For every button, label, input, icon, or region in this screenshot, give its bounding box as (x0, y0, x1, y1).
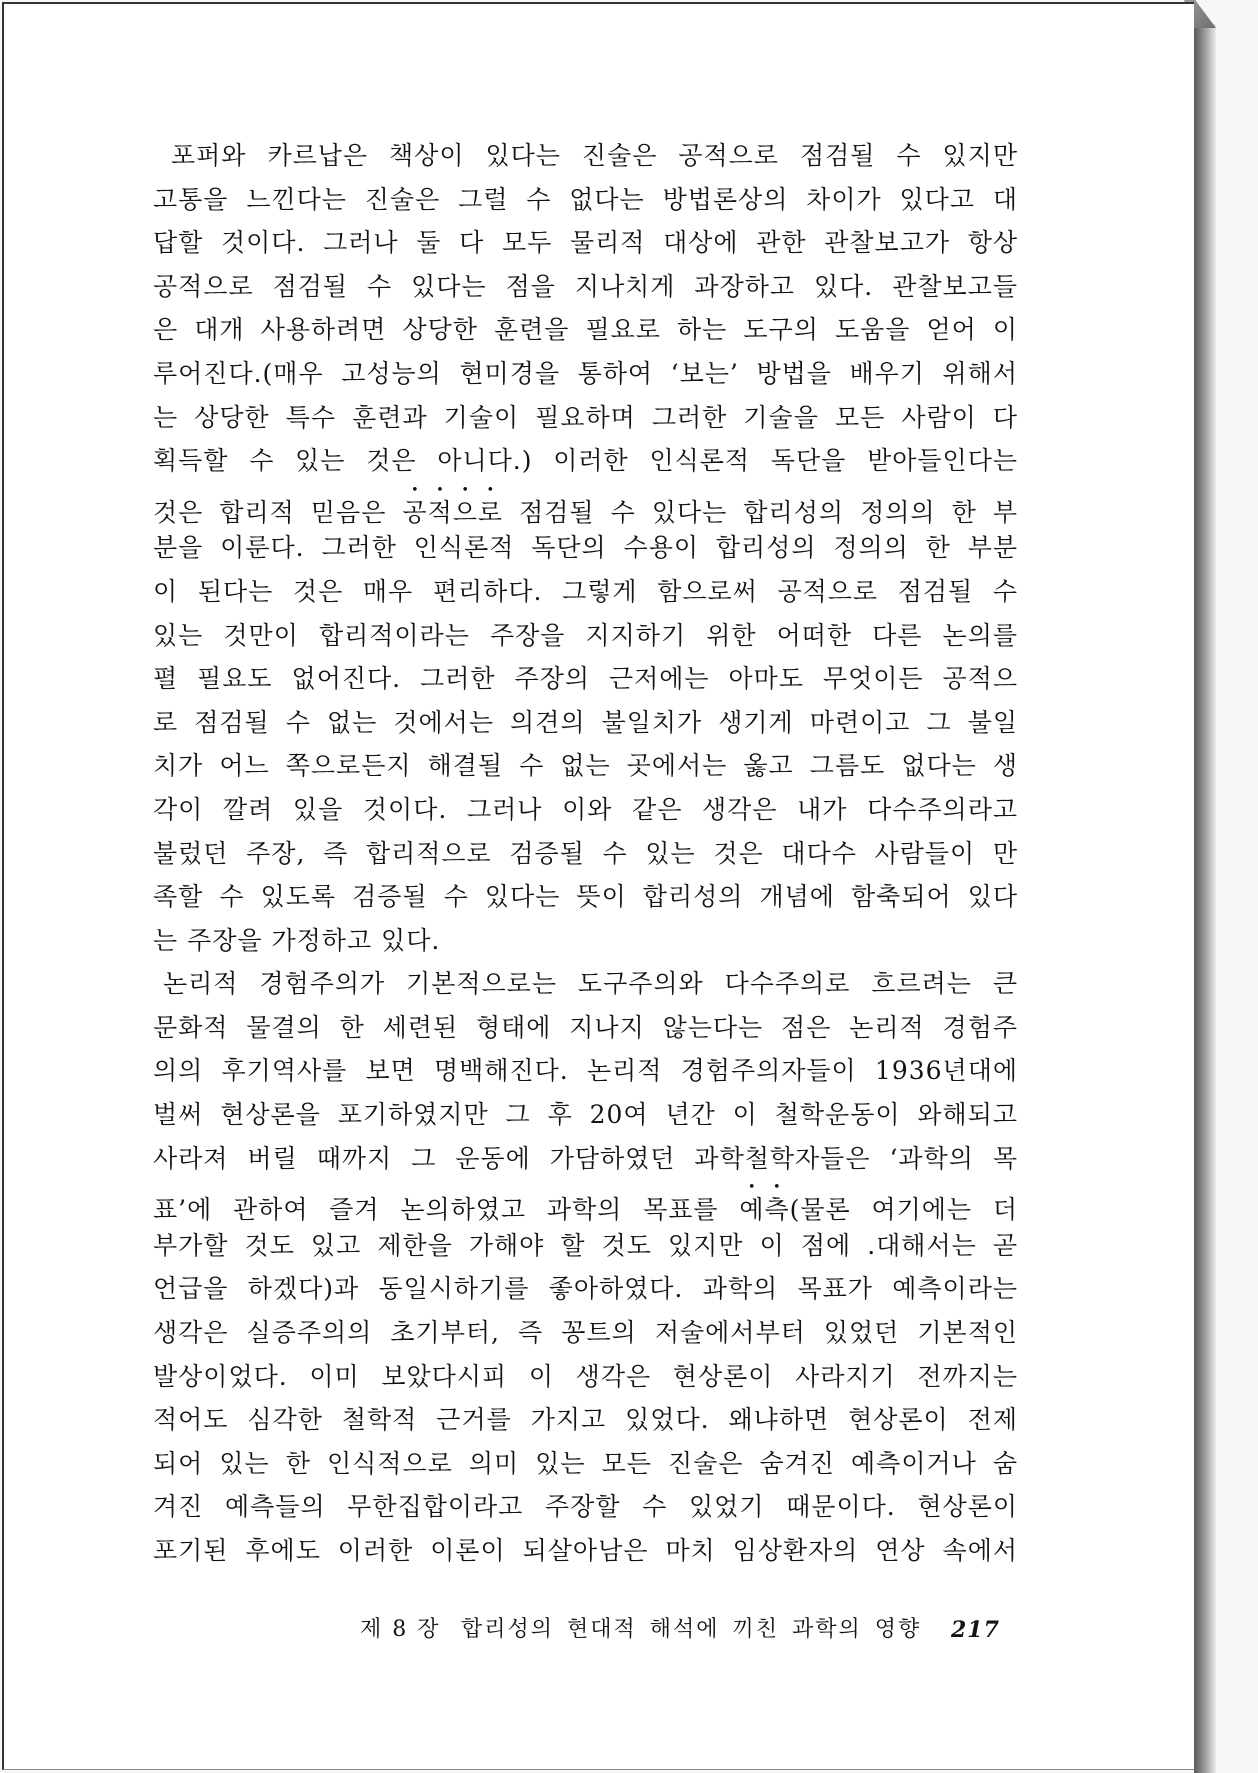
text-line: 포퍼와 카르납은 책상이 있다는 진술은 공적으로 점검될 수 있지만 (171, 141, 1018, 170)
text-line: 포기된 후에도 이러한 이론이 되살아남은 마치 임상환자의 연상 속에서 (153, 1536, 1018, 1565)
text-line: 는 상당한 특수 훈련과 기술이 필요하며 그러한 기술을 모든 사람이 다 (153, 402, 1018, 432)
text-line: 족할 수 있도록 검증될 수 있다는 뜻이 합리성의 개념에 함축되어 있다 (153, 882, 1018, 912)
emphasized-text: 예측 (739, 1195, 790, 1225)
book-page (2, 2, 1194, 1770)
text-line: 생각은 실증주의의 초기부터, 즉 꽁트의 저술에서부터 있었던 기본적인 (153, 1318, 1018, 1348)
footer-title: 합리성의 현대적 해석에 끼친 과학의 영향 (461, 1617, 922, 1642)
text-line: 되어 있는 한 인식적으로 의미 있는 모든 진술은 숨겨진 예측이거나 숨 (153, 1448, 1018, 1478)
text-line (153, 483, 1018, 527)
text-line: 언급을 하겠다)과 동일시하기를 좋아하였다. 과학의 목표가 예측이라는 (153, 1274, 1018, 1304)
text-line: 사라져 버릴 때까지 그 운동에 가담하였던 과학철학자들은 ‘과학의 목 (153, 1143, 1018, 1173)
text-segment: 표’에 관하여 즐겨 논의하였고 과학의 목표를 (153, 1195, 740, 1225)
text-line: 겨진 예측들의 무한집합이라고 주장할 수 있었기 때문이다. 현상론이 (153, 1492, 1018, 1522)
text-line: 는 주장을 가정하고 있다. (153, 925, 441, 955)
text-line (153, 1180, 1018, 1224)
text-line: 이 된다는 것은 매우 편리하다. 그렇게 함으로써 공적으로 점검될 수 (153, 576, 1018, 606)
text-segment: 점검될 수 있다는 합리성의 정의의 한 부 (503, 497, 1018, 527)
text-line: 부가할 것도 있고 제한을 가해야 할 것도 있지만 이 점에 .대해서는 곧 (153, 1230, 1018, 1260)
page-shadow (1194, 24, 1216, 1773)
text-line: 발상이었다. 이미 보았다시피 이 생각은 현상론이 사라지기 전까지는 (153, 1361, 1018, 1391)
paragraph-2 (153, 962, 1018, 1572)
text-line: 벌써 현상론을 포기하였지만 그 후 20여 년간 이 철학운동이 와해되고 (153, 1100, 1018, 1130)
paragraph-1 (153, 134, 1018, 962)
text-line: 적어도 심각한 철학적 근거를 가지고 있었다. 왜냐하면 현상론이 전제 (153, 1405, 1018, 1435)
text-line: 각이 깔려 있을 것이다. 그러나 이와 같은 생각은 내가 다수주의라고 (153, 794, 1018, 824)
text-segment: (물론 여기에는 더 (789, 1195, 1018, 1225)
text-line: 문화적 물결의 한 세련된 형태에 지나지 않는다는 점은 논리적 경험주 (153, 1012, 1018, 1042)
footer-chapter: 제 8 장 (360, 1617, 441, 1642)
text-line: 펼 필요도 없어진다. 그러한 주장의 근저에는 아마도 무엇이든 공적으 (153, 664, 1018, 694)
text-line: 논리적 경험주의가 기본적으로는 도구주의와 다수주의로 흐르려는 큰 (163, 969, 1018, 999)
text-line: 의의 후기역사를 보면 명백해진다. 논리적 경험주의자들이 1936년대에 (153, 1056, 1018, 1086)
body-text (153, 134, 1018, 1573)
text-line: 치가 어느 쪽으로든지 해결될 수 없는 곳에서는 옳고 그름도 없다는 생 (153, 751, 1018, 781)
text-line: 답할 것이다. 그러나 둘 다 모두 물리적 대상에 관한 관찰보고가 항상 (153, 228, 1018, 258)
text-line: 획득할 수 있는 것은 아니다.) 이러한 인식론적 독단을 받아들인다는 (153, 446, 1018, 476)
text-line: 있는 것만이 합리적이라는 주장을 지지하기 위한 어떠한 다른 논의를 (153, 620, 1018, 650)
text-line: 분을 이룬다. 그러한 인식론적 독단의 수용이 합리성의 정의의 한 부분 (153, 533, 1018, 563)
page-number: 217 (951, 1617, 1000, 1643)
text-line: 공적으로 점검될 수 있다는 점을 지나치게 과장하고 있다. 관찰보고들 (153, 271, 1018, 301)
text-segment: 것은 합리적 믿음은 (153, 497, 403, 527)
emphasized-text: 공적으로 (402, 497, 504, 527)
text-line: 고통을 느낀다는 진술은 그럴 수 없다는 방법론상의 차이가 있다고 대 (153, 184, 1018, 214)
text-line: 은 대개 사용하려면 상당한 훈련을 필요로 하는 도구의 도움을 얻어 이 (153, 315, 1018, 345)
text-line: 불렀던 주장, 즉 합리적으로 검증될 수 있는 것은 대다수 사람들이 만 (153, 838, 1018, 868)
text-line: 로 점검될 수 없는 것에서는 의견의 불일치가 생기게 마련이고 그 불일 (153, 707, 1018, 737)
text-line: 루어진다.(매우 고성능의 현미경을 통하여 ‘보는’ 방법을 배우기 위해서 (153, 358, 1018, 388)
